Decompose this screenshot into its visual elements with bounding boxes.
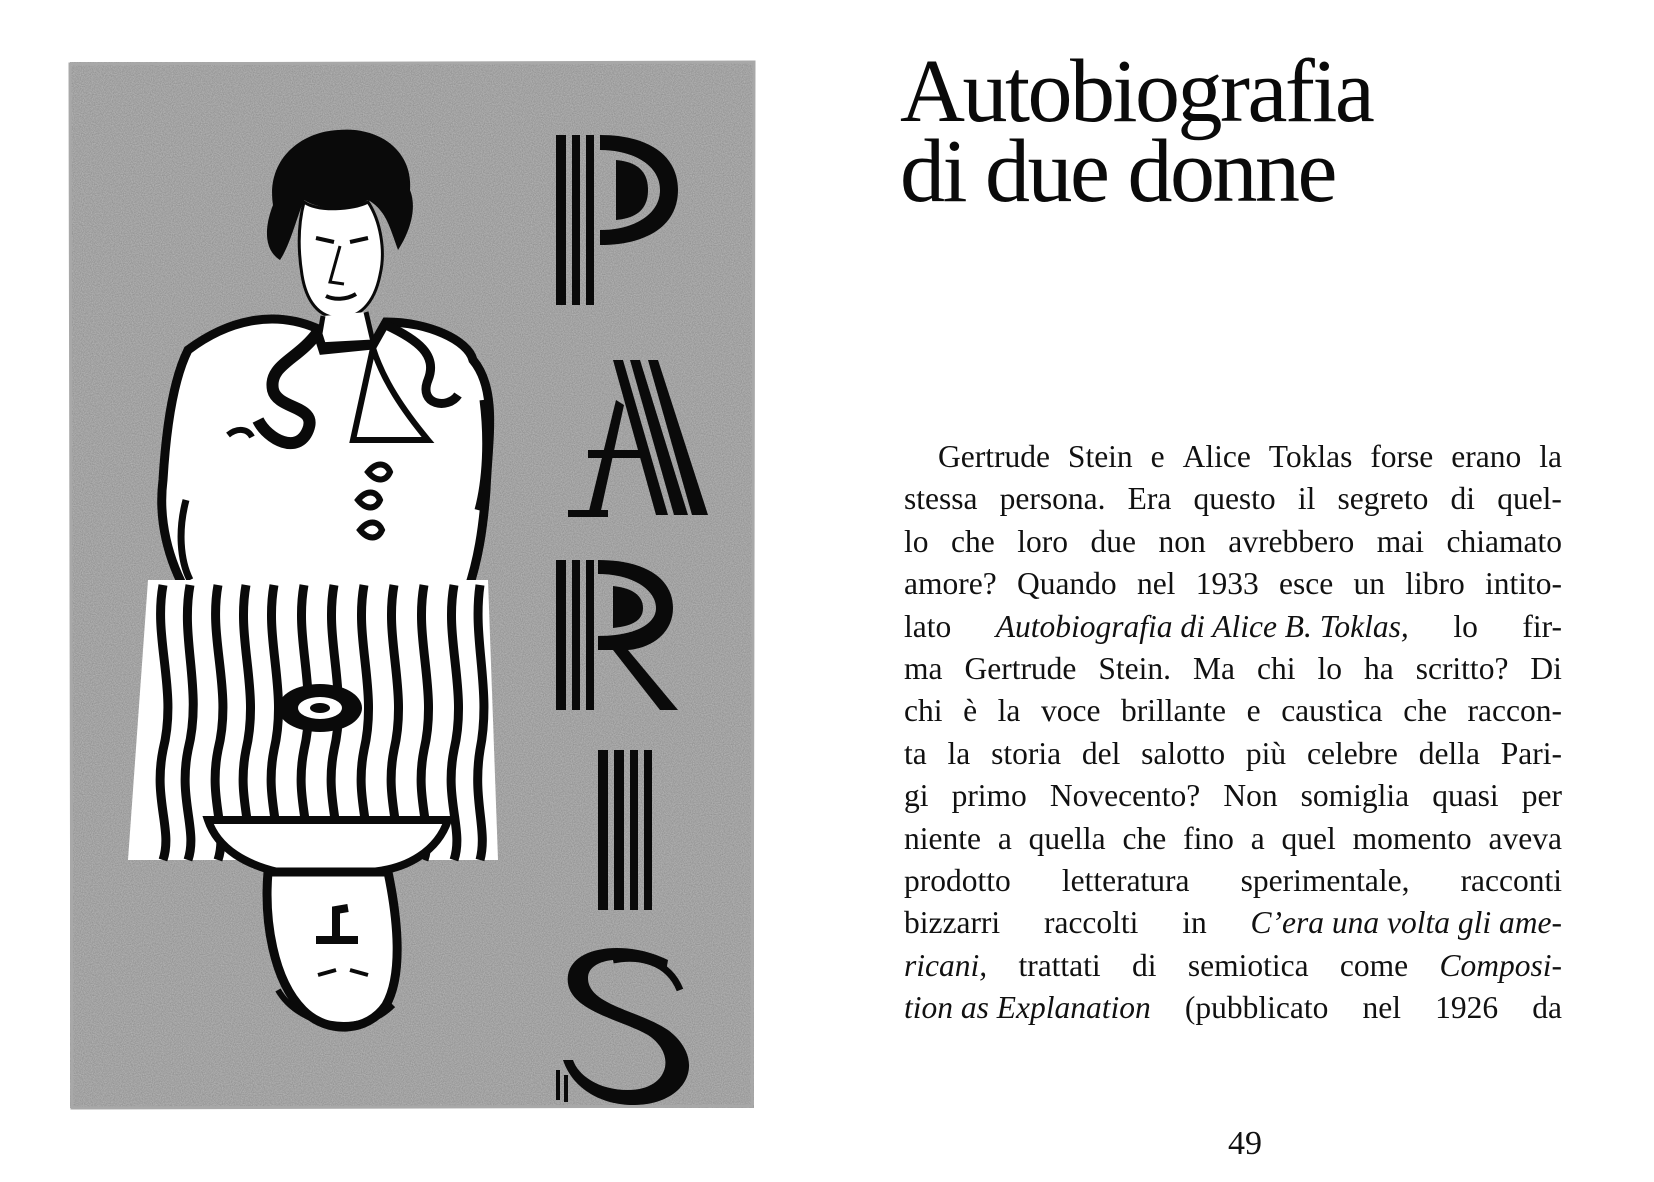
body-paragraph: [904, 436, 1562, 1029]
body-word: la: [947, 735, 971, 771]
body-word: nel: [1362, 990, 1401, 1026]
body-word: storia: [991, 735, 1062, 771]
body-word: Autobiografia di Alice B. Toklas,: [995, 608, 1409, 644]
body-line: [904, 436, 1562, 478]
body-word: il: [1297, 481, 1316, 517]
body-word: Era: [1127, 481, 1172, 517]
body-line: [904, 563, 1562, 605]
body-word: caustica: [1281, 693, 1383, 729]
body-word: del: [1081, 735, 1121, 771]
body-word: niente: [904, 820, 981, 856]
body-word: due: [1090, 523, 1137, 559]
body-word: semiotica: [1187, 947, 1309, 983]
body-word: e: [1246, 693, 1261, 729]
body-line: [904, 521, 1562, 563]
body-word: che: [1403, 693, 1447, 729]
title-line-2: di due donne: [900, 122, 1335, 221]
body-word: non: [1158, 523, 1206, 559]
body-word: in: [1182, 905, 1207, 941]
body-word: della: [1418, 735, 1480, 771]
body-word: è: [963, 693, 978, 729]
body-word: erano: [1451, 439, 1522, 474]
body-word: Non: [1223, 778, 1278, 814]
body-line: [904, 775, 1562, 817]
body-word: questo: [1193, 481, 1276, 517]
body-word: Novecento?: [1049, 778, 1201, 814]
body-word: amore?: [904, 566, 997, 602]
body-word: raccon-: [1467, 693, 1562, 729]
body-line: [904, 478, 1562, 520]
ink-portrait-illustration: [68, 60, 756, 1110]
body-line: [904, 648, 1562, 690]
body-word: gi: [904, 778, 929, 814]
body-word: fino: [1183, 820, 1234, 856]
body-word: C’era una volta gli ame-: [1250, 905, 1562, 941]
body-word: 1933: [1195, 566, 1259, 602]
body-word: momento: [1352, 820, 1472, 856]
body-word: stessa: [904, 481, 978, 517]
body-line: [904, 690, 1562, 732]
body-word: somiglia: [1300, 778, 1410, 814]
body-word: Pari-: [1500, 735, 1562, 771]
body-word: ta: [904, 735, 927, 771]
body-word: ma: [904, 650, 943, 686]
body-word: segreto: [1337, 481, 1429, 517]
body-word: quel: [1281, 820, 1336, 856]
body-word: lo: [904, 523, 929, 559]
body-word: Alice: [1182, 439, 1251, 474]
body-word: tion as Explanation: [904, 990, 1151, 1026]
body-word: lo: [1453, 608, 1478, 644]
body-line: [904, 818, 1562, 860]
body-word: da: [1532, 990, 1562, 1026]
body-line: [904, 606, 1562, 648]
body-word: chi: [904, 693, 943, 729]
body-word: di: [1132, 947, 1157, 983]
body-word: ha: [1363, 650, 1394, 686]
body-word: come: [1339, 947, 1409, 983]
body-word: che: [951, 523, 995, 559]
body-line: [904, 987, 1562, 1029]
body-word: trattati: [1018, 947, 1101, 983]
body-word: a: [1250, 820, 1265, 856]
body-word: scritto?: [1415, 650, 1509, 686]
body-word: quasi: [1432, 778, 1499, 814]
body-word: aveva: [1488, 820, 1562, 856]
body-word: un: [1353, 566, 1385, 602]
body-word: raccolti: [1043, 905, 1139, 941]
chapter-title: [900, 42, 1600, 221]
body-word: forse: [1370, 439, 1434, 474]
body-word: Di: [1530, 650, 1562, 686]
page-number: 49: [1228, 1125, 1262, 1162]
body-word: chi: [1257, 650, 1296, 686]
body-word: celebre: [1306, 735, 1398, 771]
body-word: bizzarri: [904, 905, 1001, 941]
body-word: di: [1450, 481, 1476, 517]
body-word: e: [1150, 439, 1165, 474]
body-word: per: [1521, 778, 1562, 814]
body-word: Toklas: [1268, 439, 1353, 474]
body-word: mai: [1376, 523, 1424, 559]
body-word: persona.: [999, 481, 1106, 517]
body-word: Quando: [1016, 566, 1117, 602]
body-word: lo: [1317, 650, 1342, 686]
body-word: più: [1245, 735, 1287, 771]
body-word: a: [997, 820, 1012, 856]
body-word: prodotto: [904, 862, 1011, 898]
body-word: intito-: [1484, 566, 1562, 602]
body-line: [904, 733, 1562, 775]
body-word: avrebbero: [1228, 523, 1355, 559]
body-word: salotto: [1141, 735, 1226, 771]
body-word: Gertrude: [938, 439, 1050, 474]
body-word: primo: [951, 778, 1027, 814]
body-word: Composi-: [1439, 947, 1562, 983]
body-word: Stein.: [1098, 650, 1172, 686]
body-word: chiamato: [1446, 523, 1562, 559]
body-word: ricani,: [904, 947, 988, 983]
body-word: libro: [1405, 566, 1465, 602]
body-word: esce: [1278, 566, 1334, 602]
title-line-1: Autobiografia: [900, 42, 1373, 141]
body-word: brillante: [1121, 693, 1227, 729]
illustration-panel: [68, 60, 756, 1110]
body-word: quella: [1028, 820, 1106, 856]
body-word: quel-: [1497, 481, 1562, 517]
belt-buckle: [278, 684, 362, 732]
body-word: nel: [1136, 566, 1176, 602]
body-word: 1926: [1435, 990, 1499, 1026]
body-word: loro: [1017, 523, 1069, 559]
body-word: sperimentale,: [1240, 862, 1410, 898]
body-word: lato: [904, 608, 952, 644]
body-word: Gertrude: [964, 650, 1077, 686]
body-word: Ma: [1193, 650, 1236, 686]
body-word: la: [1539, 439, 1562, 474]
body-word: Stein: [1067, 439, 1133, 474]
body-word: voce: [1040, 693, 1101, 729]
body-line: [904, 860, 1562, 902]
body-line: [904, 902, 1562, 944]
body-word: letteratura: [1061, 862, 1190, 898]
body-word: fir-: [1522, 608, 1562, 644]
body-word: (pubblicato: [1184, 990, 1329, 1026]
body-word: la: [997, 693, 1021, 729]
body-word: racconti: [1460, 862, 1562, 898]
body-word: che: [1122, 820, 1167, 856]
body-line: [904, 945, 1562, 987]
